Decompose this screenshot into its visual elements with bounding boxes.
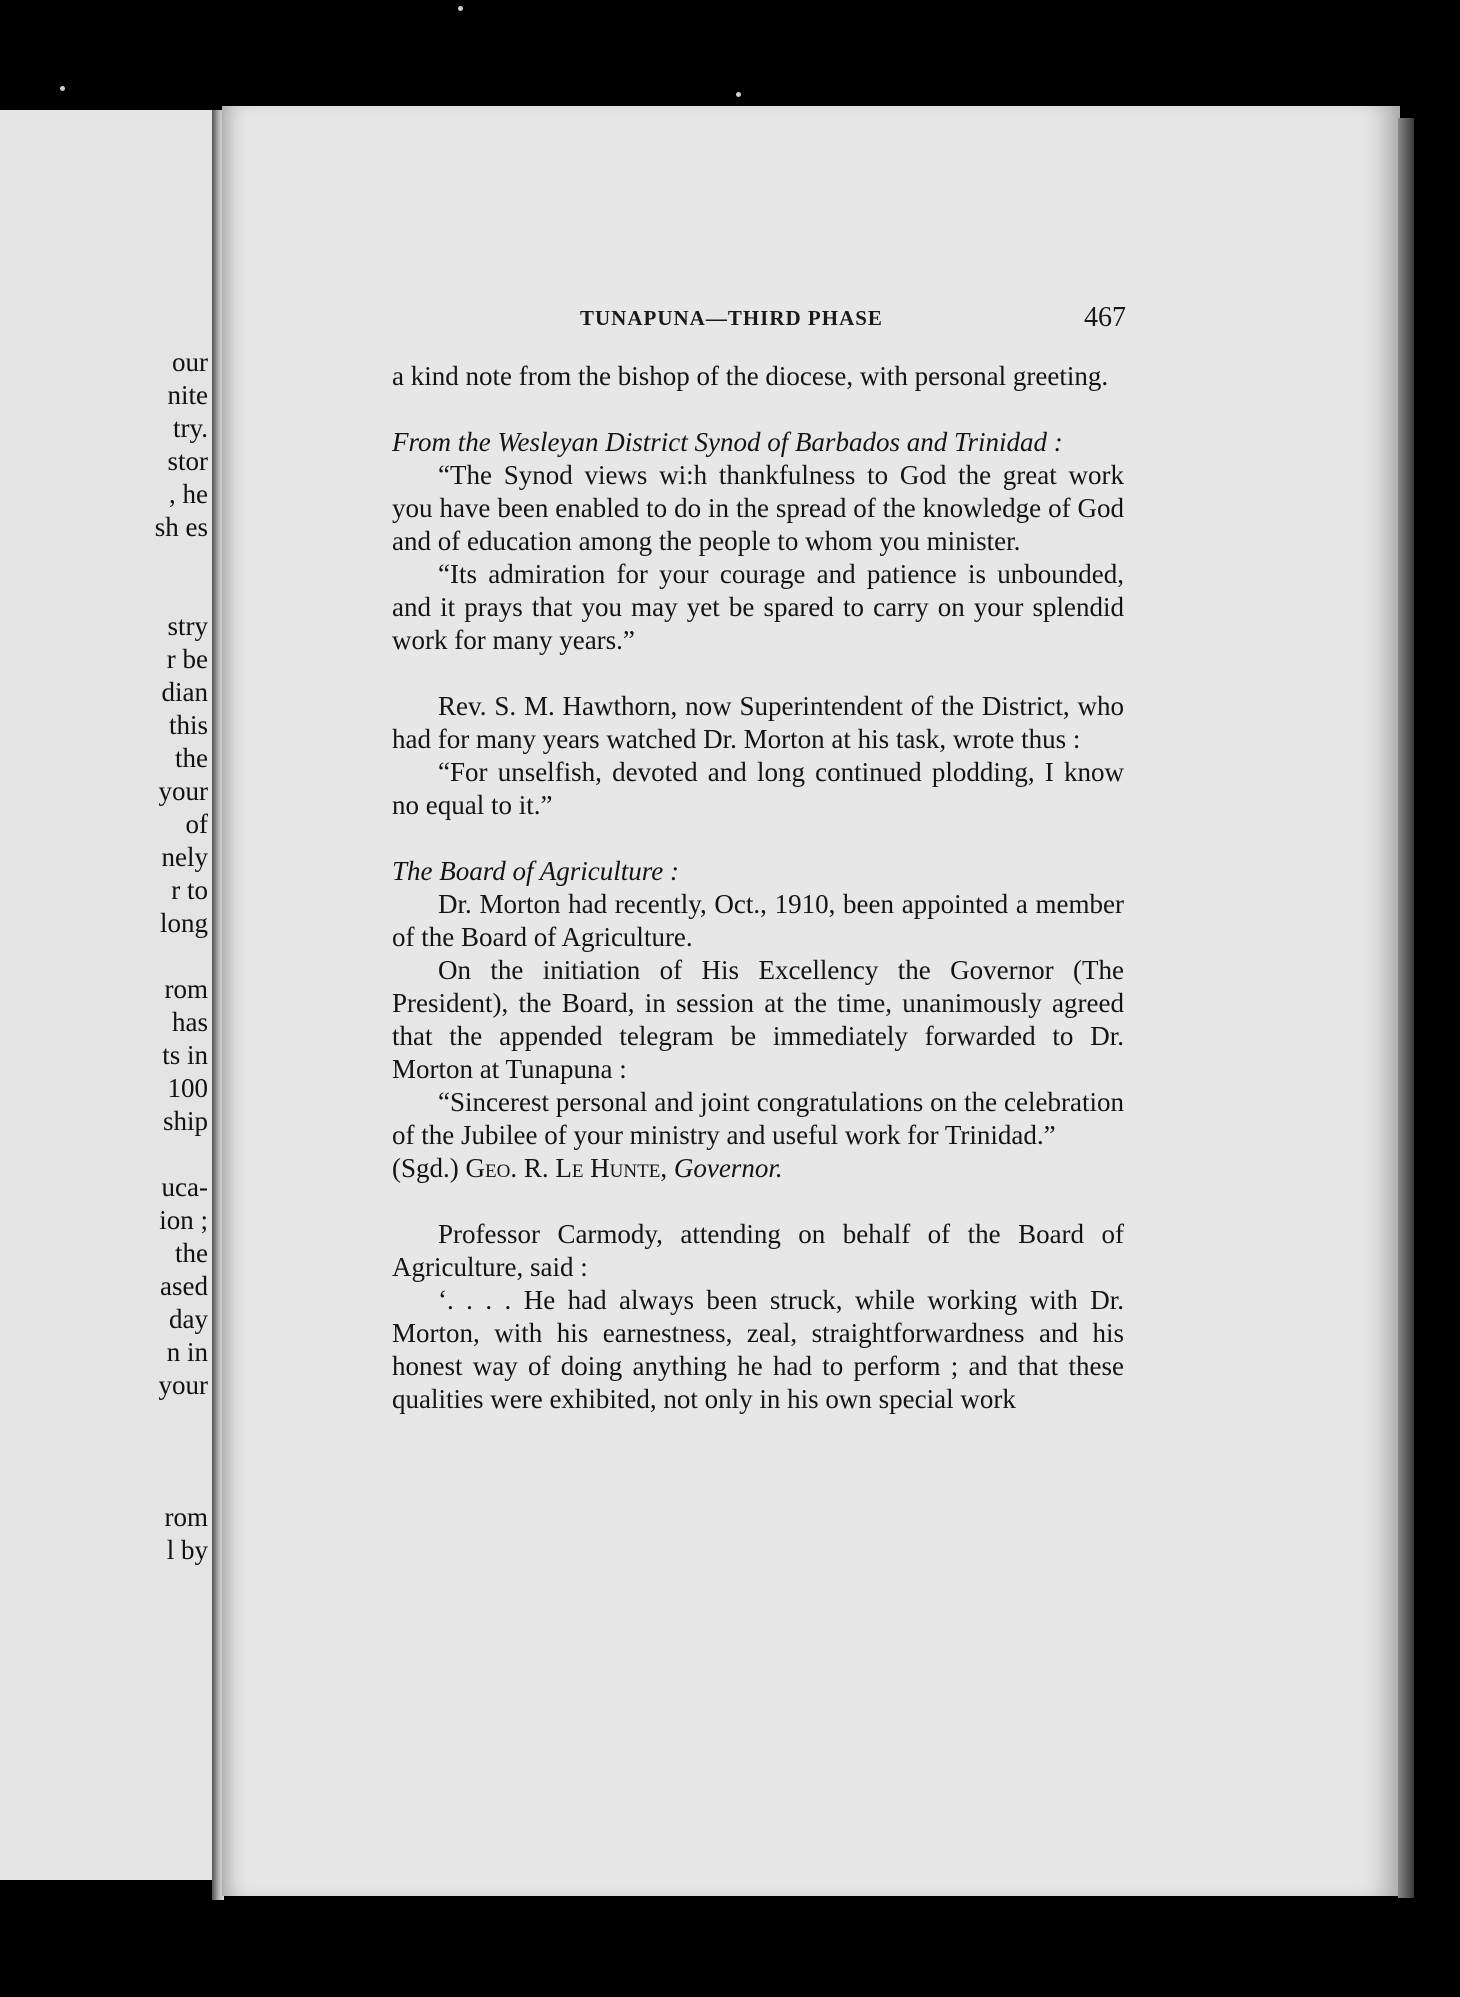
left-page-fragment: [0, 110, 221, 1880]
scan-speck: [458, 6, 463, 11]
left-page-line: our: [172, 347, 208, 377]
left-page-line: nite: [167, 380, 208, 410]
paragraph-bishop-note: a kind note from the bishop of the diocese, with personal greeting.: [392, 361, 1109, 391]
left-page-line: has: [172, 1007, 208, 1037]
left-page-line: r to: [171, 875, 208, 905]
left-page-line: try.: [173, 413, 208, 443]
left-page-line: dian: [161, 677, 208, 707]
left-page-line: your: [158, 776, 208, 806]
carmody-quote: ‘. . . . He had always been struck, while working with Dr. Morton, with his earnestness, zeal, straightforwardness and his honest way of doing anything he had to perform ; and that these qualities were exhibited, not only in his own special work: [392, 1285, 1124, 1414]
left-page-line: your: [158, 1370, 208, 1400]
left-page-line: uca-: [161, 1172, 208, 1202]
signature-title: Governor.: [673, 1153, 783, 1183]
page-body: [392, 360, 1124, 1416]
section-heading-wesleyan: From the Wesleyan District Synod of Barbados and Trinidad :: [392, 427, 1063, 457]
left-page-line: the: [175, 1238, 208, 1268]
left-page-line: ship: [162, 1106, 208, 1136]
board-initiation: On the initiation of His Excellency the Governor (The President), the Board, in session at the time, unanimously agreed that the appended telegram be immediately forwarded to Dr. Morton at Tunapuna :: [392, 955, 1124, 1084]
hawthorn-intro: Rev. S. M. Hawthorn, now Superintendent of the District, who had for many years watched Dr. Morton at his task, wrote thus :: [392, 691, 1124, 754]
running-title: TUNAPUNA—THIRD PHASE: [580, 306, 883, 330]
carmody-intro: Professor Carmody, attending on behalf of the Board of Agriculture, said :: [392, 1219, 1124, 1282]
left-page-line: rom: [164, 1502, 208, 1532]
left-page-line: 100: [167, 1073, 208, 1103]
left-page-line: ts in: [162, 1040, 208, 1070]
left-page-line: r be: [166, 644, 208, 674]
signature-prefix: (Sgd.): [392, 1153, 466, 1183]
running-header: [580, 302, 1126, 338]
synod-quote-1: “The Synod views wi:h thankfulness to God the great work you have been enabled to do in the spread of the knowledge of God and of education among the people to whom you minister.: [392, 460, 1124, 556]
left-page-line: n in: [166, 1337, 208, 1367]
left-page-line: stry: [167, 611, 208, 641]
hawthorn-quote: “For unselfish, devoted and long continued plodding, I know no equal to it.”: [392, 757, 1124, 820]
section-heading-board: The Board of Agriculture :: [392, 856, 679, 886]
left-page-line: day: [169, 1304, 208, 1334]
board-appointment: Dr. Morton had recently, Oct., 1910, been appointed a member of the Board of Agriculture.: [392, 889, 1124, 952]
signature-name: Geo. R. Le Hunte,: [465, 1153, 668, 1183]
page-edge: [1398, 118, 1414, 1898]
left-page-line: l by: [166, 1535, 208, 1565]
left-page-line: , he: [169, 479, 208, 509]
spacer: [392, 393, 1124, 426]
scan-speck: [736, 92, 741, 97]
telegram-signature: [392, 1152, 1124, 1185]
spacer: [392, 1185, 1124, 1218]
left-page-line: nely: [161, 842, 208, 872]
left-page-line: this: [168, 710, 208, 740]
spacer: [392, 822, 1124, 855]
left-page-line: ased: [160, 1271, 208, 1301]
page-number: 467: [1084, 302, 1126, 333]
left-page-line: long: [159, 908, 208, 938]
left-page-line: rom: [164, 974, 208, 1004]
left-page-line: the: [175, 743, 208, 773]
left-page-line: ion ;: [159, 1205, 208, 1235]
telegram-text: “Sincerest personal and joint congratulations on the celebration of the Jubilee of your ministry and useful work for Trinidad.”: [392, 1087, 1124, 1150]
left-page-line: of: [185, 809, 208, 839]
spacer: [392, 657, 1124, 690]
scan-speck: [60, 86, 65, 91]
left-page-line: stor: [167, 446, 208, 476]
synod-quote-2: “Its admiration for your courage and patience is unbounded, and it prays that you may yet be spared to carry on your splendid work for many years.”: [392, 559, 1124, 655]
left-page-line: sh es: [154, 512, 208, 542]
